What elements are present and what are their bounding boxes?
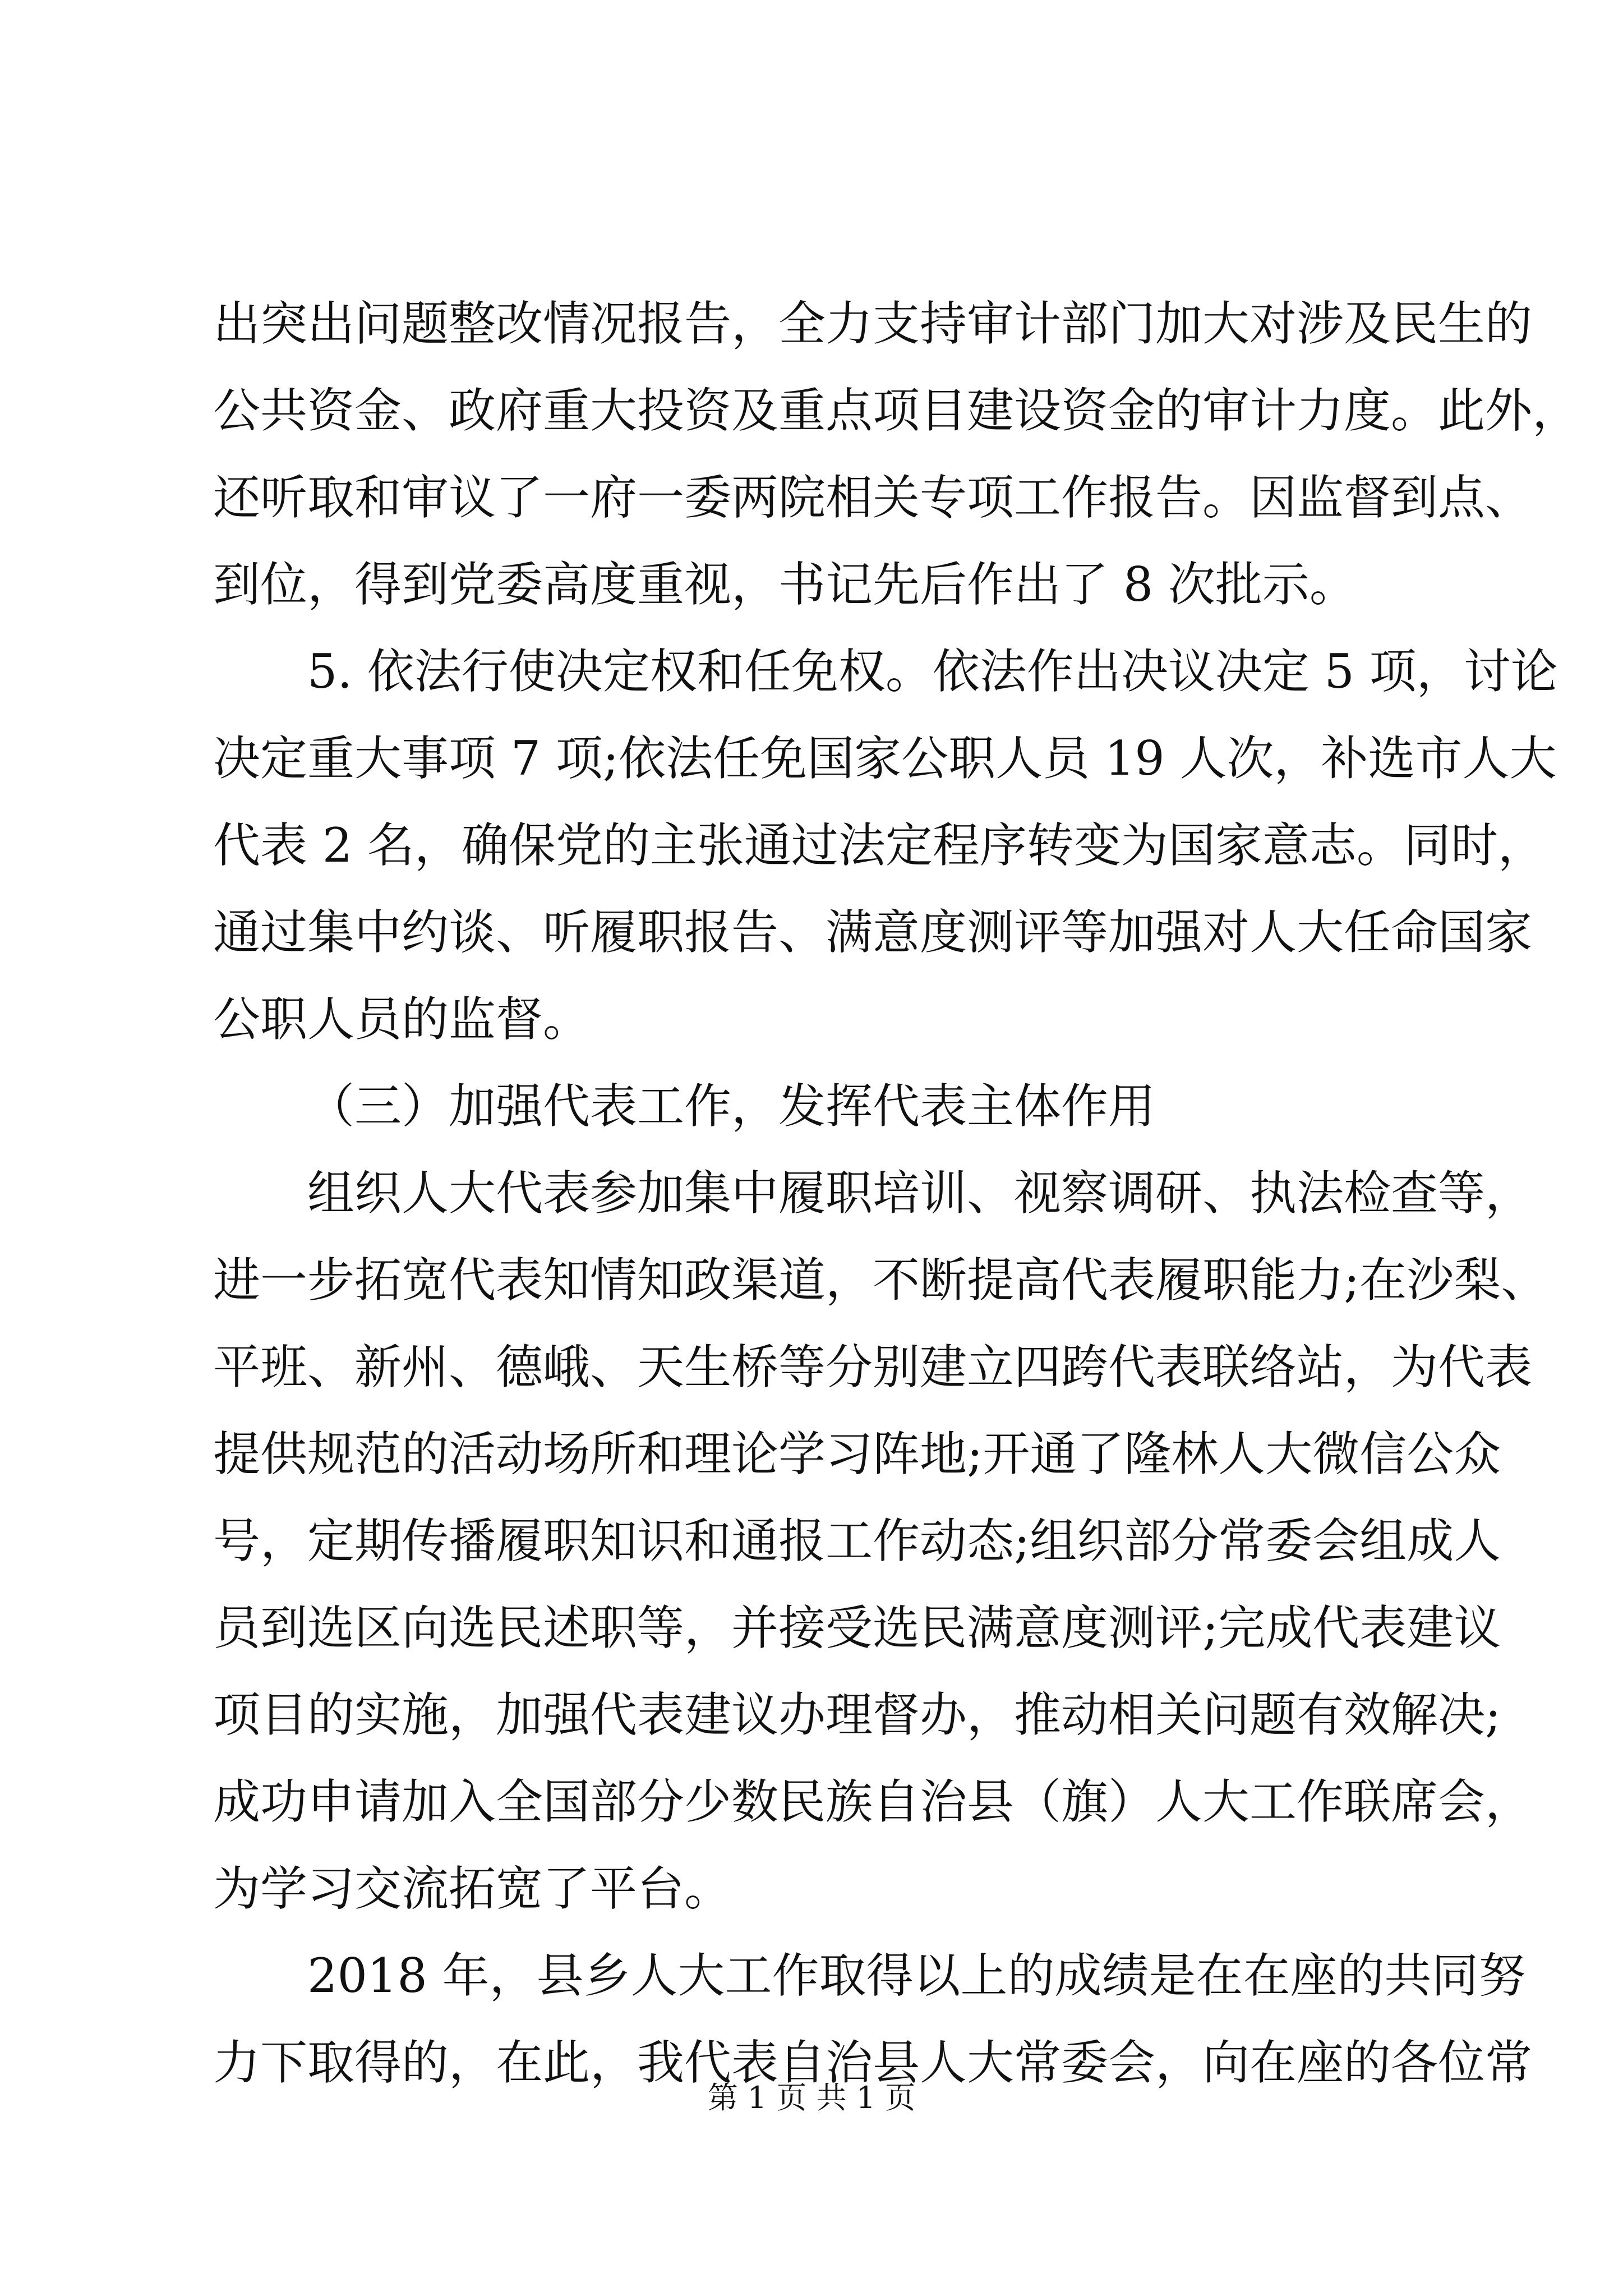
body-text [213,280,1580,2106]
text-line: 号，定期传播履职知识和通报工作动态;组织部分常委会组成人 [213,1513,1501,1568]
text-line: 到位，得到党委高度重视，书记先后作出了 8 次批示。 [213,557,1357,612]
page-footer [0,2076,1623,2120]
text-line: 力下取得的，在此，我代表自治县人大常委会，向在座的各位常 [213,2035,1533,2090]
text-line: 出突出问题整改情况报告，全力支持审计部门加大对涉及民生的 [213,296,1533,351]
text-line: 平班、新州、德峨、天生桥等分别建立四跨代表联络站，为代表 [213,1340,1533,1395]
page-number: 第 1 页 共 1 页 [707,2080,916,2115]
text-line: 项目的实施，加强代表建议办理督办，推动相关问题有效解决; [213,1687,1501,1742]
text-line: 代表 2 名，确保党的主张通过法定程序转变为国家意志。同时， [213,818,1545,873]
text-line: 决定重大事项 7 项;依法任免国家公职人员 19 人次，补选市人大 [213,731,1557,786]
text-line: 为学习交流拓宽了平台。 [213,1861,732,1916]
text-line: 员到选区向选民述职等，并接受选民满意度测评;完成代表建议 [213,1600,1501,1655]
text-line: 组织人大代表参加集中履职培训、视察调研、执法检查等， [307,1166,1533,1221]
text-line: 公职人员的监督。 [213,992,591,1047]
text-line: 成功申请加入全国部分少数民族自治县（旗）人大工作联席会， [213,1774,1533,1829]
text-line: 2018 年，县乡人大工作取得以上的成绩是在在座的共同努 [307,1948,1526,2003]
text-line: 进一步拓宽代表知情知政渠道，不断提高代表履职能力;在沙梨、 [213,1253,1548,1308]
text-line: 还听取和审议了一府一委两院相关专项工作报告。因监督到点、 [213,470,1533,525]
section-heading: （三）加强代表工作，发挥代表主体作用 [307,1079,1156,1134]
text-line: 公共资金、政府重大投资及重点项目建设资金的审计力度。此外， [213,383,1580,438]
text-line: 提供规范的活动场所和理论学习阵地;开通了隆林人大微信公众 [213,1427,1501,1481]
text-line: 通过集中约谈、听履职报告、满意度测评等加强对人大任命国家 [213,905,1533,960]
text-line: 5. 依法行使决定权和任免权。依法作出决议决定 5 项，讨论 [307,644,1558,699]
